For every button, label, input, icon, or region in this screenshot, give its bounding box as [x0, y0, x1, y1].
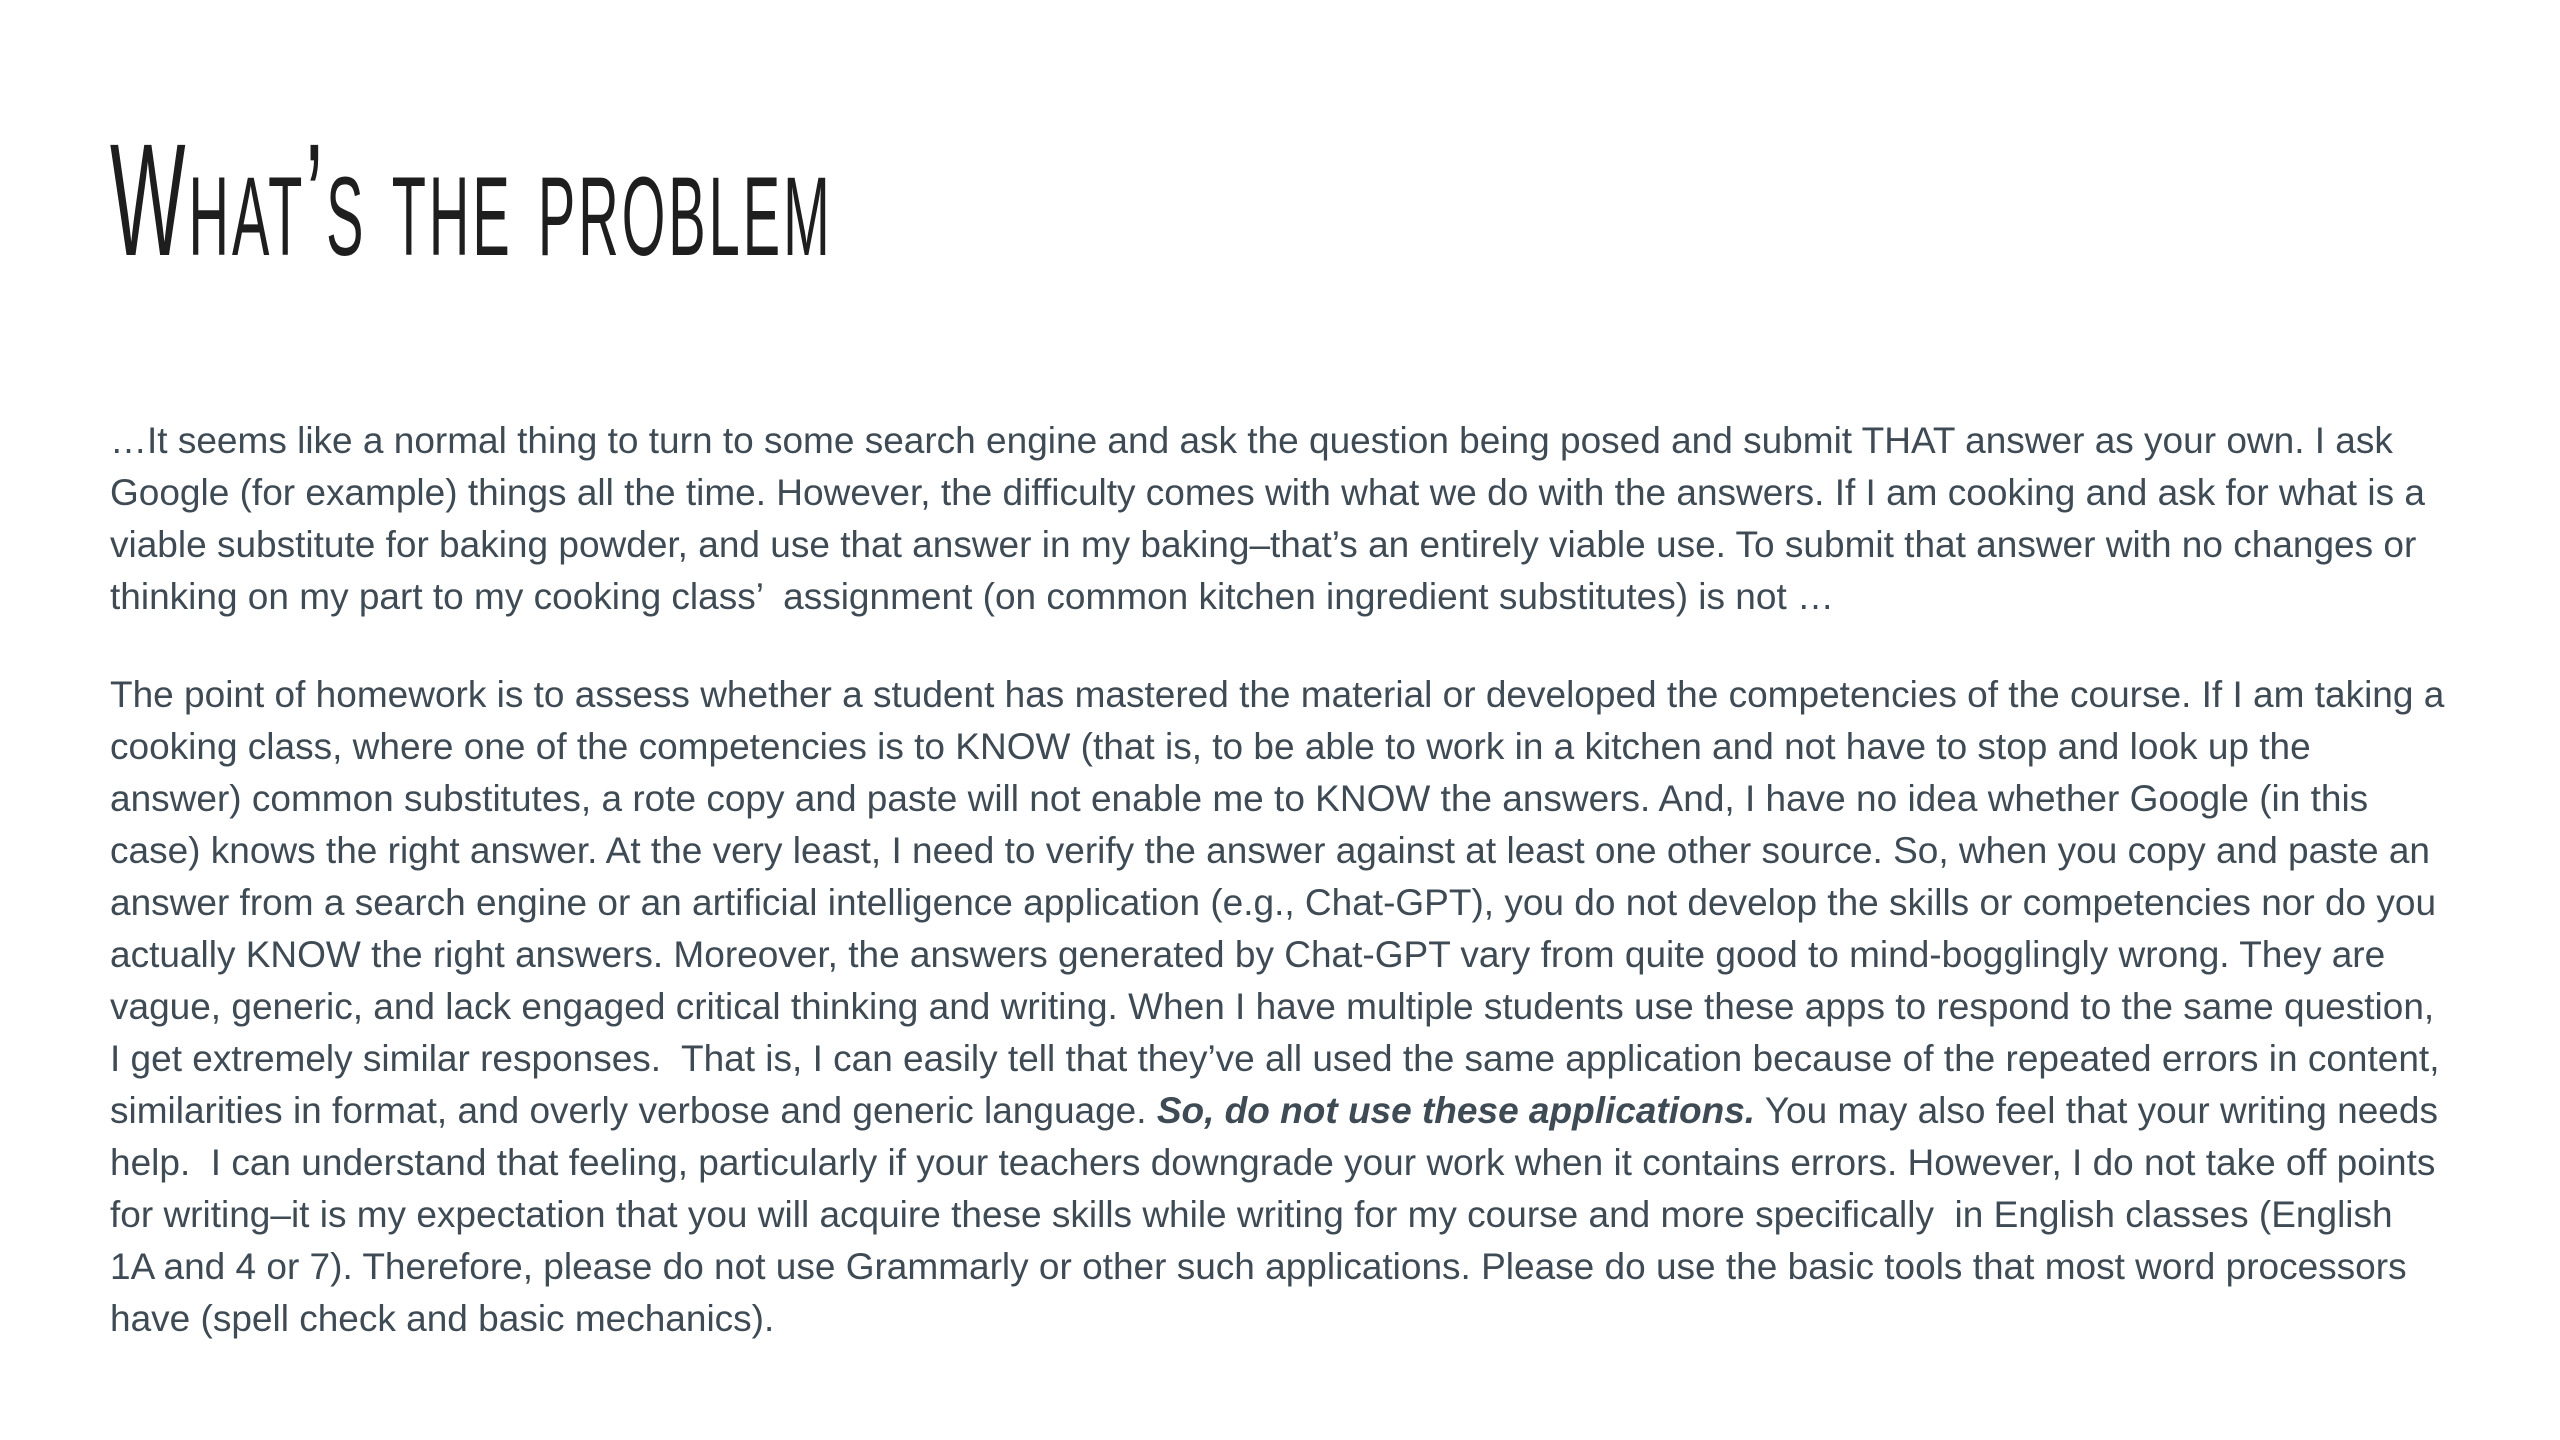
page-title: What’s the problem — [110, 110, 833, 289]
document-body — [110, 415, 2455, 1345]
paragraph-2-bold-italic-emphasis: So, do not use these applications. — [1156, 1090, 1756, 1131]
paragraph-2-text-after-emphasis: You may also feel that your writing needs help. I can understand that feeling, particularly if your teachers downgrade your work when it contains errors. However, I do not take off points for writing–it is my expectation that you will acquire these skills while writing for my course and more specifically in English classes (English 1A and 4 or 7). Therefore, please do not use Grammarly or other such applications. Please do use the basic tools that most word processors have (spell check and basic mechanics). — [110, 1090, 2449, 1339]
paragraph-2-text-before-emphasis: The point of homework is to assess whether a student has mastered the material or developed the competencies of the course. If I am taking a cooking class, where one of the competencies is to KNOW (that is, to be able to work in a kitchen and not have to stop and look up the answer) common substitutes, a rote copy and paste will not enable me to KNOW the answers. And, I have no idea whether Google (in this case) knows the right answer. At the very least, I need to verify the answer against at least one other source. So, when you copy and paste an answer from a search engine or an artificial intelligence application (e.g., Chat-GPT), you do not develop the skills or competencies nor do you actually KNOW the right answers. Moreover, the answers generated by Chat-GPT vary from quite good to mind-bogglingly wrong. They are vague, generic, and lack engaged critical thinking and writing. When I have multiple students use these apps to respond to the same question, I get extremely similar responses. That is, I can easily tell that they’ve all used the same application because of the repeated errors in content, similarities in format, and overly verbose and generic language. — [110, 674, 2455, 1131]
paragraph-2 — [110, 669, 2455, 1345]
paragraph-1: …It seems like a normal thing to turn to some search engine and ask the question being posed and submit THAT answer as your own. I ask Google (for example) things all the time. However, the difficulty comes with what we do with the answers. If I am cooking and ask for what is a viable substitute for baking powder, and use that answer in my baking–that’s an entirely viable use. To submit that answer with no changes or thinking on my part to my cooking class’ assignment (on common kitchen ingredient substitutes) is not … — [110, 420, 2436, 617]
